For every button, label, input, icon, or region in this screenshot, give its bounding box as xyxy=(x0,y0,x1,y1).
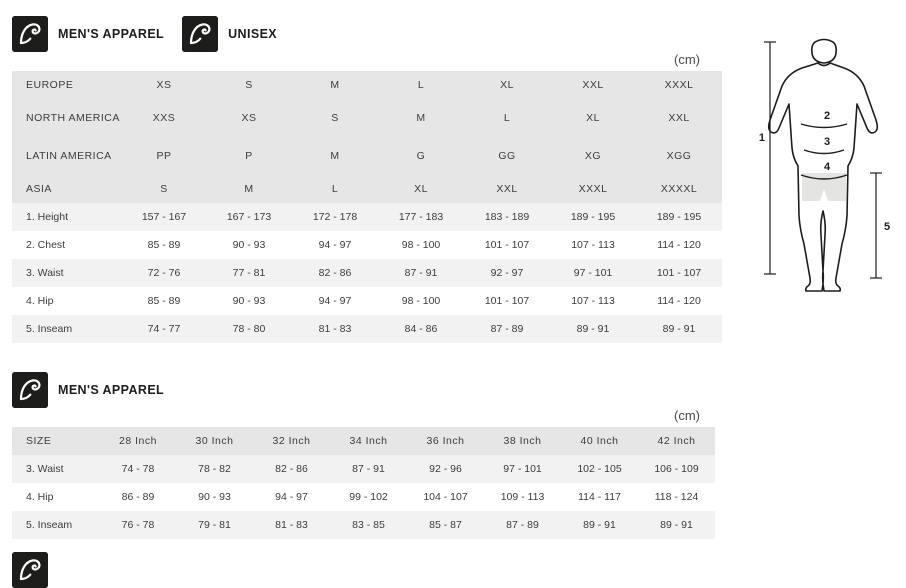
cell: M xyxy=(330,79,340,91)
cell: 36 Inch xyxy=(426,435,465,447)
cell: 81 - 83 xyxy=(275,519,308,531)
cell: 78 - 82 xyxy=(198,463,231,475)
cell: 89 - 91 xyxy=(583,519,616,531)
cell: 84 - 86 xyxy=(404,323,438,335)
cell: 118 - 124 xyxy=(654,491,699,503)
cell: 101 - 107 xyxy=(656,267,702,279)
cell: XL xyxy=(586,112,600,124)
cell: GG xyxy=(498,150,516,162)
size-table-unisex xyxy=(12,71,722,343)
cell: XXS xyxy=(152,112,176,124)
cell: M xyxy=(330,150,340,162)
figure-marker-2: 2 xyxy=(823,110,831,122)
cell: 114 - 117 xyxy=(578,491,621,503)
cell: 79 - 81 xyxy=(198,519,231,531)
cell: 74 - 78 xyxy=(121,463,155,475)
cell: 89 - 91 xyxy=(576,323,610,335)
cell: 106 - 109 xyxy=(654,463,699,475)
table-row xyxy=(12,483,715,511)
size-table-mens-wrap xyxy=(12,427,712,539)
cell: XXL xyxy=(582,79,604,91)
cell: L xyxy=(331,183,339,195)
cell: S xyxy=(331,112,339,124)
cell: 157 - 167 xyxy=(141,211,187,223)
cell: XL xyxy=(414,183,428,195)
cell: 94 - 97 xyxy=(318,295,352,307)
cell: 76 - 78 xyxy=(121,519,155,531)
cell: 189 - 195 xyxy=(656,211,702,223)
table-row xyxy=(12,287,722,315)
cell: 104 - 107 xyxy=(423,491,468,503)
cell: XL xyxy=(500,79,514,91)
figure-marker-4: 4 xyxy=(823,161,831,173)
size-chart-section-third-partial xyxy=(12,552,712,588)
cell: 85 - 89 xyxy=(147,295,181,307)
cell: 102 - 105 xyxy=(577,463,622,475)
cell: XXXXL xyxy=(660,183,698,195)
cell: S xyxy=(160,183,168,195)
row-label: 3. Waist xyxy=(26,463,64,475)
size-chart-section-mens xyxy=(12,372,712,539)
cell: 87 - 91 xyxy=(352,463,385,475)
cell: 98 - 100 xyxy=(401,295,441,307)
brand-label-mens-apparel-2: MEN'S APPAREL xyxy=(58,383,165,397)
cell: 34 Inch xyxy=(349,435,388,447)
cell: 42 Inch xyxy=(657,435,696,447)
cell: 28 Inch xyxy=(119,435,157,447)
row-label: ASIA xyxy=(26,183,52,195)
body-measurement-figure xyxy=(752,28,897,318)
row-label: NORTH AMERICA xyxy=(26,112,120,124)
cell: 101 - 107 xyxy=(484,239,530,251)
table-row xyxy=(12,203,722,231)
cell: L xyxy=(503,112,511,124)
table-row xyxy=(12,231,722,259)
cell: 183 - 189 xyxy=(484,211,530,223)
cell: 87 - 89 xyxy=(490,323,524,335)
cell: 114 - 120 xyxy=(657,239,701,251)
cell: 90 - 93 xyxy=(232,295,266,307)
table-row xyxy=(12,259,722,287)
table-row xyxy=(12,315,722,343)
cell: 82 - 86 xyxy=(318,267,352,279)
cell: 107 - 113 xyxy=(571,239,615,251)
cell: 72 - 76 xyxy=(147,267,181,279)
brand-label-unisex: UNISEX xyxy=(228,27,278,41)
cell: 189 - 195 xyxy=(570,211,616,223)
figure-marker-5: 5 xyxy=(884,221,891,233)
cell: 177 - 183 xyxy=(398,211,444,223)
head-logo-icon xyxy=(12,16,48,52)
cell: 94 - 97 xyxy=(275,491,308,503)
cell: XXXL xyxy=(578,183,608,195)
cell: XXXL xyxy=(664,79,694,91)
cell: 40 Inch xyxy=(580,435,619,447)
cell: 32 Inch xyxy=(272,435,311,447)
head-logo-icon-mens xyxy=(12,372,48,408)
cell: P xyxy=(245,150,253,162)
cell: XXL xyxy=(496,183,518,195)
cell: 85 - 89 xyxy=(147,239,181,251)
cell: L xyxy=(417,79,425,91)
table-row xyxy=(12,427,715,455)
row-label: 4. Hip xyxy=(26,491,54,503)
cell: 82 - 86 xyxy=(275,463,308,475)
cell: 38 Inch xyxy=(503,435,542,447)
cell: 78 - 80 xyxy=(232,323,266,335)
size-table-unisex-wrap xyxy=(12,71,712,343)
cell: 89 - 91 xyxy=(662,323,696,335)
size-chart-section-unisex xyxy=(12,16,712,343)
cell: 109 - 113 xyxy=(500,491,545,503)
table-row xyxy=(12,455,715,483)
cell: 99 - 102 xyxy=(349,491,388,503)
unit-label-unisex: (cm) xyxy=(674,52,700,67)
table-row xyxy=(12,137,722,175)
head-logo-icon-third xyxy=(12,552,48,588)
head-logo-icon-unisex xyxy=(182,16,218,52)
cell: XXL xyxy=(668,112,690,124)
cell: 86 - 89 xyxy=(121,491,155,503)
table-row xyxy=(12,99,722,137)
row-label: 5. Inseam xyxy=(26,323,73,335)
cell: 101 - 107 xyxy=(484,295,530,307)
row-label: EUROPE xyxy=(26,79,74,91)
row-label: SIZE xyxy=(26,435,52,447)
cell: M xyxy=(244,183,254,195)
cell: 97 - 101 xyxy=(503,463,542,475)
cell: XG xyxy=(584,150,602,162)
row-label: 1. Height xyxy=(26,211,69,223)
cell: 87 - 91 xyxy=(404,267,438,279)
cell: G xyxy=(416,150,426,162)
cell: 30 Inch xyxy=(195,435,234,447)
cell: 92 - 96 xyxy=(429,463,462,475)
cell: 114 - 120 xyxy=(657,295,701,307)
cell: 81 - 83 xyxy=(318,323,352,335)
row-label: 2. Chest xyxy=(26,239,66,251)
table-row xyxy=(12,175,722,203)
cell: 90 - 93 xyxy=(198,491,231,503)
cell: XS xyxy=(156,79,172,91)
cell: 98 - 100 xyxy=(401,239,441,251)
figure-marker-1: 1 xyxy=(758,132,765,144)
cell: XS xyxy=(241,112,257,124)
table-row xyxy=(12,71,722,99)
cell: 89 - 91 xyxy=(660,519,693,531)
figure-marker-3: 3 xyxy=(823,136,831,148)
cell: XGG xyxy=(666,150,692,162)
cell: 92 - 97 xyxy=(490,267,524,279)
row-label: 5. Inseam xyxy=(26,519,73,531)
unit-label-mens: (cm) xyxy=(674,408,700,423)
cell: 107 - 113 xyxy=(571,295,615,307)
cell: PP xyxy=(156,150,172,162)
brand-label-mens-apparel: MEN'S APPAREL xyxy=(58,27,165,41)
cell: 90 - 93 xyxy=(232,239,266,251)
row-label: LATIN AMERICA xyxy=(26,150,112,162)
row-label: 3. Waist xyxy=(26,267,64,279)
table-row xyxy=(12,511,715,539)
brand-row-mens xyxy=(12,372,712,408)
size-table-mens xyxy=(12,427,715,539)
cell: 172 - 178 xyxy=(312,211,358,223)
cell: 85 - 87 xyxy=(429,519,462,531)
cell: 74 - 77 xyxy=(147,323,181,335)
cell: 167 - 173 xyxy=(226,211,272,223)
brand-row-unisex xyxy=(12,16,712,52)
cell: 97 - 101 xyxy=(573,267,613,279)
cell: 87 - 89 xyxy=(506,519,539,531)
cell: 94 - 97 xyxy=(318,239,352,251)
cell: M xyxy=(416,112,426,124)
cell: 77 - 81 xyxy=(232,267,266,279)
cell: S xyxy=(245,79,253,91)
row-label: 4. Hip xyxy=(26,295,54,307)
cell: 83 - 85 xyxy=(352,519,385,531)
